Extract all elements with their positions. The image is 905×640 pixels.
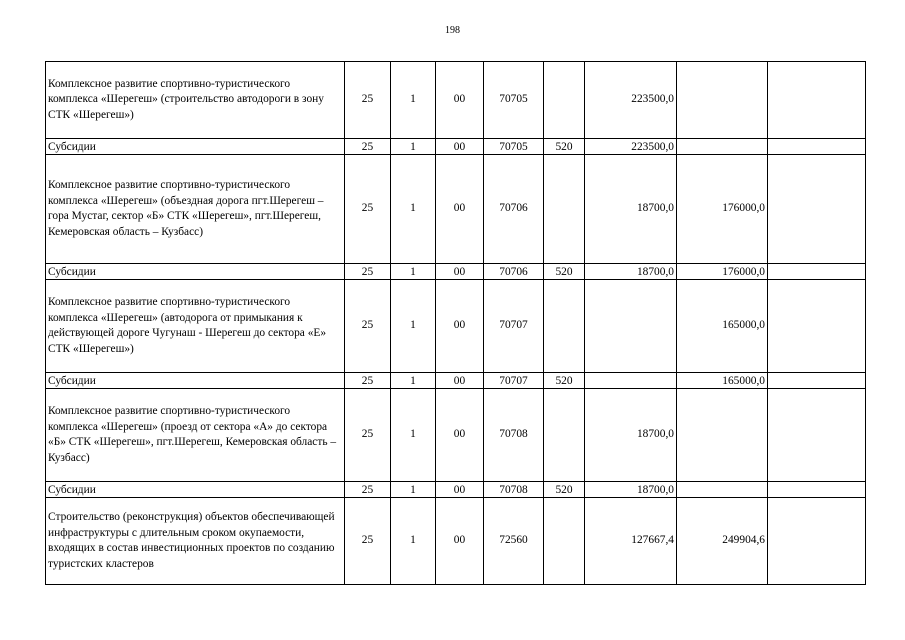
expense-type-cell: 520 [544,264,585,280]
section-code-cell: 25 [345,264,391,280]
subsection-code-cell: 1 [391,280,436,373]
subsidy-row [46,373,866,389]
amount-year3-cell [768,373,866,389]
row-name-cell: Комплексное развитие спортивно-туристического комплекса «Шерегеш» (проезд от сектора «А» до сектора «Б» СТК «Шерегеш», пгт.Шерегеш, Кемеровская область – Кузбасс) [46,389,345,482]
section-code-cell: 25 [345,139,391,155]
program-code-cell: 00 [436,139,484,155]
section-code-cell: 25 [345,373,391,389]
amount-year1-cell: 127667,4 [585,498,677,585]
table-row [46,498,866,585]
expense-type-cell: 520 [544,373,585,389]
row-name-cell: Субсидии [46,373,345,389]
subsection-code-cell: 1 [391,373,436,389]
amount-year1-cell: 18700,0 [585,264,677,280]
budget-table [45,61,866,585]
amount-year3-cell [768,389,866,482]
expense-type-cell [544,62,585,139]
program-code-cell: 00 [436,280,484,373]
amount-year1-cell: 18700,0 [585,389,677,482]
row-name-cell: Комплексное развитие спортивно-туристического комплекса «Шерегеш» (объездная дорога пгт.Шерегеш – гора Мустаг, сектор «Б» СТК «Шерегеш», пгт.Шерегеш, Кемеровская область – Кузбасс) [46,155,345,264]
direction-code-cell: 72560 [484,498,544,585]
amount-year2-cell: 249904,6 [677,498,768,585]
table-row [46,280,866,373]
amount-year1-cell [585,280,677,373]
subsection-code-cell: 1 [391,139,436,155]
table-row [46,62,866,139]
subsection-code-cell: 1 [391,62,436,139]
program-code-cell: 00 [436,155,484,264]
program-code-cell: 00 [436,498,484,585]
program-code-cell: 00 [436,482,484,498]
direction-code-cell: 70705 [484,62,544,139]
expense-type-cell [544,280,585,373]
amount-year2-cell: 165000,0 [677,280,768,373]
amount-year3-cell [768,62,866,139]
amount-year2-cell: 176000,0 [677,155,768,264]
direction-code-cell: 70707 [484,373,544,389]
amount-year1-cell: 18700,0 [585,155,677,264]
subsidy-row [46,482,866,498]
subsection-code-cell: 1 [391,498,436,585]
amount-year1-cell [585,373,677,389]
direction-code-cell: 70705 [484,139,544,155]
amount-year2-cell [677,62,768,139]
row-name-cell: Субсидии [46,264,345,280]
amount-year2-cell [677,389,768,482]
row-name-cell: Строительство (реконструкция) объектов обеспечивающей инфраструктуры с длительным сроком окупаемости, входящих в состав инвестиционных проектов по созданию туристских кластеров [46,498,345,585]
row-name-cell: Субсидии [46,482,345,498]
amount-year3-cell [768,139,866,155]
page-number: 198 [445,25,460,36]
table-row [46,389,866,482]
direction-code-cell: 70706 [484,264,544,280]
direction-code-cell: 70708 [484,389,544,482]
amount-year3-cell [768,155,866,264]
amount-year2-cell: 176000,0 [677,264,768,280]
amount-year3-cell [768,280,866,373]
amount-year2-cell [677,482,768,498]
expense-type-cell: 520 [544,139,585,155]
subsection-code-cell: 1 [391,482,436,498]
amount-year1-cell: 223500,0 [585,139,677,155]
amount-year1-cell: 18700,0 [585,482,677,498]
direction-code-cell: 70708 [484,482,544,498]
row-name-cell: Комплексное развитие спортивно-туристического комплекса «Шерегеш» (строительство автодороги в зону СТК «Шерегеш») [46,62,345,139]
row-name-cell: Субсидии [46,139,345,155]
subsidy-row [46,264,866,280]
program-code-cell: 00 [436,373,484,389]
amount-year2-cell [677,139,768,155]
direction-code-cell: 70706 [484,155,544,264]
subsidy-row [46,139,866,155]
program-code-cell: 00 [436,389,484,482]
expense-type-cell [544,155,585,264]
subsection-code-cell: 1 [391,389,436,482]
amount-year3-cell [768,482,866,498]
section-code-cell: 25 [345,62,391,139]
expense-type-cell [544,389,585,482]
section-code-cell: 25 [345,280,391,373]
amount-year3-cell [768,264,866,280]
section-code-cell: 25 [345,482,391,498]
subsection-code-cell: 1 [391,155,436,264]
program-code-cell: 00 [436,264,484,280]
expense-type-cell: 520 [544,482,585,498]
row-name-cell: Комплексное развитие спортивно-туристического комплекса «Шерегеш» (автодорога от примыкания к действующей дороге Чугунаш - Шерегеш до сектора «Е» СТК «Шерегеш») [46,280,345,373]
section-code-cell: 25 [345,498,391,585]
expense-type-cell [544,498,585,585]
direction-code-cell: 70707 [484,280,544,373]
section-code-cell: 25 [345,155,391,264]
program-code-cell: 00 [436,62,484,139]
subsection-code-cell: 1 [391,264,436,280]
amount-year1-cell: 223500,0 [585,62,677,139]
amount-year2-cell: 165000,0 [677,373,768,389]
table-row [46,155,866,264]
section-code-cell: 25 [345,389,391,482]
amount-year3-cell [768,498,866,585]
